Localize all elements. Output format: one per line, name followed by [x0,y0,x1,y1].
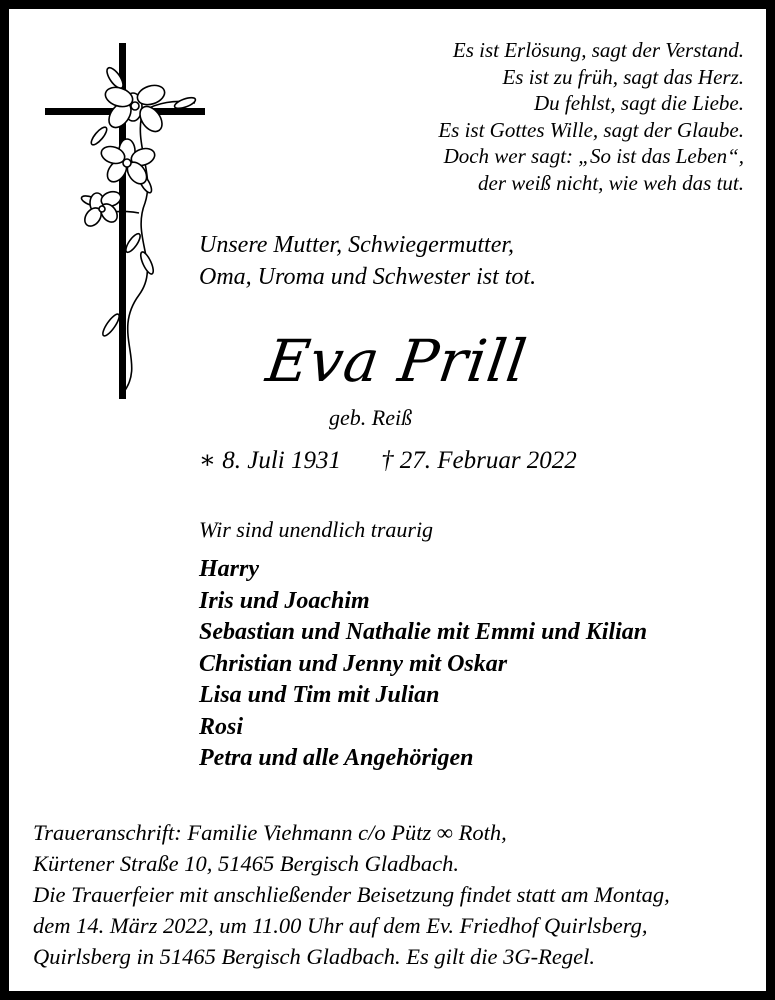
footer-line: Traueranschrift: Familie Viehmann c/o Pütz ∞ Roth, [33,820,507,845]
mourner: Christian und Jenny mit Oskar [199,650,508,677]
mourners-list [199,554,647,775]
poem-line: Du fehlst, sagt die Liebe. [534,91,744,115]
mourner: Rosi [199,713,244,740]
mourner: Lisa und Tim mit Julian [199,682,440,708]
birth-date: ∗ 8. Juli 1931 [199,447,341,474]
poem-line: Doch wer sagt: „So ist das Leben“, [443,144,744,168]
mourner: Harry [199,556,259,582]
poem-line: Es ist Gottes Wille, sagt der Glaube. [438,117,744,142]
footer-line: Die Trauerfeier mit anschließender Beisetzung findet statt am Montag, [33,882,670,907]
death-date: † 27. Februar 2022 [380,447,577,474]
mourner: Petra und alle Angehörigen [199,745,474,771]
footer-line: Kürtener Straße 10, 51465 Bergisch Gladbach. [33,851,459,876]
intro-text [199,229,536,293]
cross-with-flowers-icon [35,33,205,403]
mourner: Iris und Joachim [199,587,370,614]
poem-line: Es ist Erlösung, sagt der Verstand. [452,38,744,62]
intro-line: Unsere Mutter, Schwiegermutter, [199,232,515,258]
maiden-name: geb. Reiß [329,405,413,430]
deceased-name: Eva Prill [262,327,532,395]
mourning-line: Wir sind unendlich traurig [199,517,434,542]
funeral-details [33,817,670,972]
mourner: Sebastian und Nathalie mit Emmi und Kilian [199,619,648,645]
poem-line: Es ist zu früh, sagt das Herz. [502,64,744,89]
life-dates [199,445,577,475]
footer-line: Quirlsberg in 51465 Bergisch Gladbach. Es gilt die 3G-Regel. [33,944,596,969]
poem [438,37,744,196]
poem-line: der weiß nicht, wie weh das tut. [478,170,744,195]
intro-line: Oma, Uroma und Schwester ist tot. [199,264,537,290]
footer-line: dem 14. März 2022, um 11.00 Uhr auf dem Ev. Friedhof Quirlsberg, [33,913,648,938]
